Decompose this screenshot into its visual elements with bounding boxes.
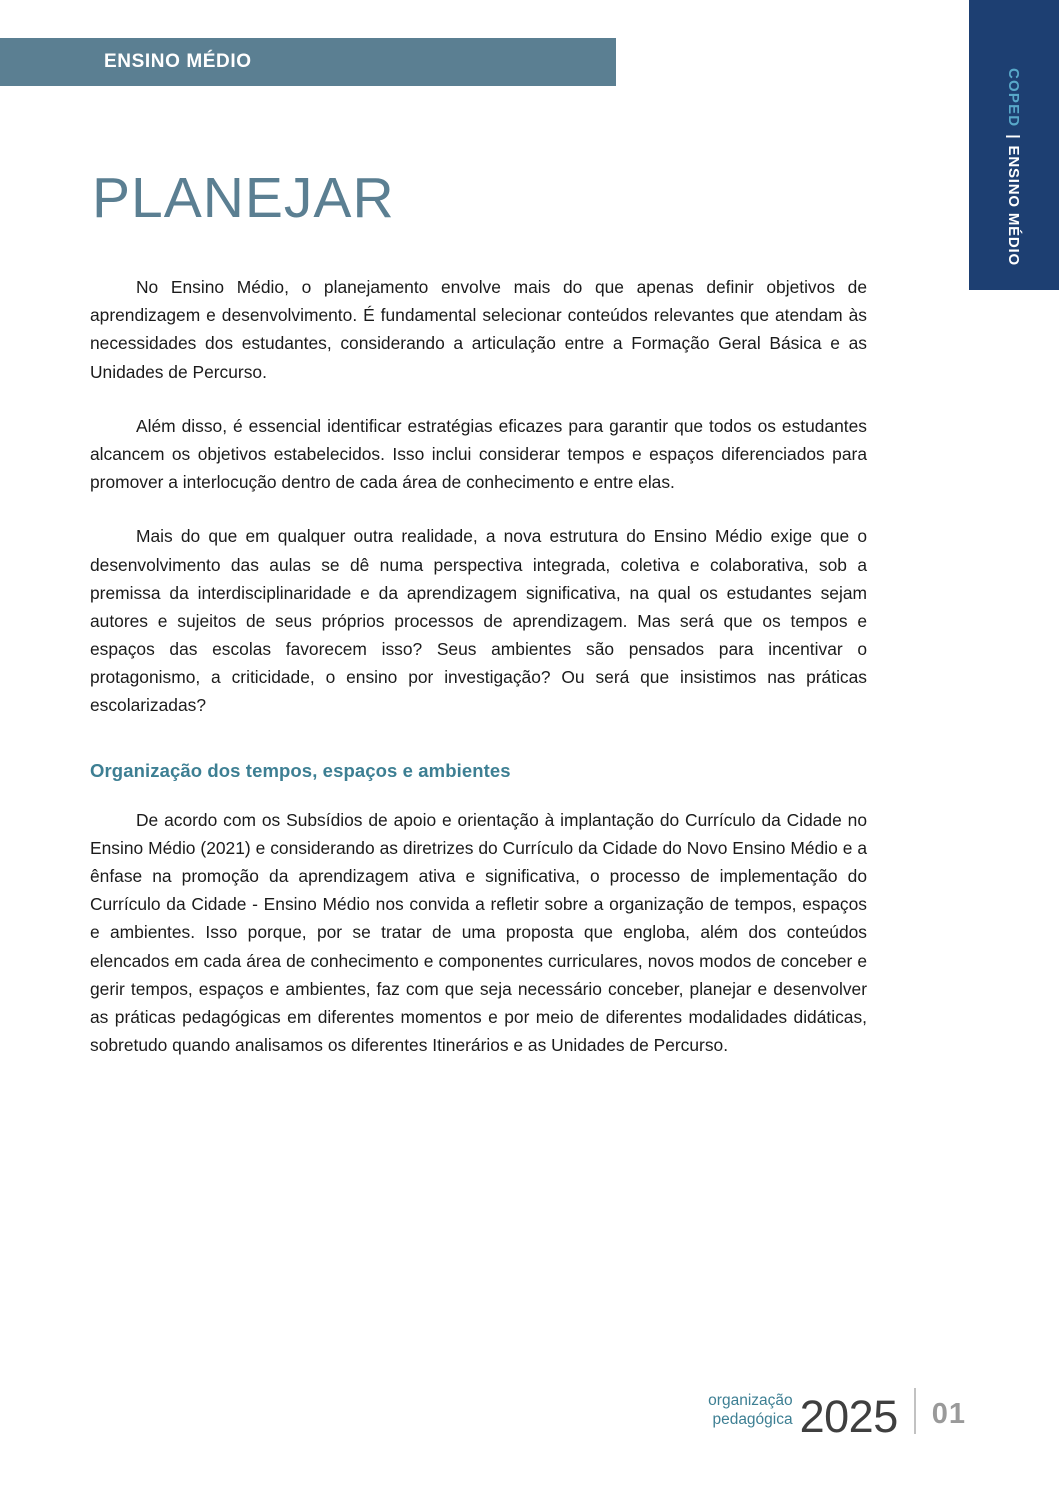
side-tab-section: ENSINO MÉDIO [1005, 145, 1023, 266]
footer-year: 2025 [799, 1390, 898, 1442]
side-tab-content [969, 0, 1059, 290]
header-banner [0, 38, 616, 86]
footer-org-line2: pedagógica [712, 1411, 793, 1429]
page-footer [708, 1388, 966, 1442]
footer-page-number: 01 [931, 1398, 966, 1430]
header-banner-label: ENSINO MÉDIO [104, 51, 252, 72]
paragraph-2: Além disso, é essencial identificar estratégias eficazes para garantir que todos os estudantes alcancem os objetivos estabelecidos. Isso inclui considerar tempos e espaços diferenciados para promover a interlocução dentro de cada área de conhecimento e entre elas. [90, 415, 867, 493]
side-tab-brand: COPED [1005, 68, 1023, 128]
main-content [90, 166, 867, 1059]
section-paragraph-1: De acordo com os Subsídios de apoio e orientação à implantação do Currículo da Cidade no Ensino Médio (2021) e considerando as diretrizes do Currículo da Cidade do Novo Ensino Médio e a ênfase na promoção da aprendizagem ativa e significativa, o processo de implementação do Currículo da Cidade - Ensino Médio nos convida a refletir sobre a organização de tempos, espaços e ambientes. Isso porque, por se tratar de uma proposta que engloba, além dos conteúdos elencados em cada área de conhecimento e componentes curriculares, novos modos de conceber e gerir tempos, espaços e ambientes, faz com que seja necessário conceber, planejar e desenvolver as práticas pedagógicas em diferentes momentos e por meio de diferentes modalidades didáticas, sobretudo quando analisamos os diferentes Itinerários e as Unidades de Percurso. [90, 809, 867, 1056]
footer-org-line1: organização [708, 1392, 793, 1410]
paragraph-3: Mais do que em qualquer outra realidade, a nova estrutura do Ensino Médio exige que o desenvolvimento das aulas se dê numa perspectiva integrada, coletiva e colaborativa, sob a premissa da interdisciplinaridade e da aprendizagem significativa, na qual os estudantes sejam autores e sujeitos de seus próprios processos de aprendizagem. Mas será que os tempos e espaços das escolas favorecem isso? Seus ambientes são pensados para incentivar o protagonismo, a criticidade, o ensino por investigação? Ou será que insistimos nas práticas escolarizadas? [90, 526, 867, 716]
footer-org-label [708, 1392, 792, 1437]
page-title: PLANEJAR [92, 166, 395, 230]
side-tab [969, 0, 1059, 290]
side-tab-separator: | [1005, 134, 1023, 139]
footer-divider [914, 1388, 916, 1434]
section-subheading: Organização dos tempos, espaços e ambientes [90, 759, 511, 781]
paragraph-1: No Ensino Médio, o planejamento envolve mais do que apenas definir objetivos de aprendizagem e desenvolvimento. É fundamental selecionar conteúdos relevantes que atendam às necessidades dos estudantes, considerando a articulação entre a Formação Geral Básica e as Unidades de Percurso. [90, 277, 867, 382]
